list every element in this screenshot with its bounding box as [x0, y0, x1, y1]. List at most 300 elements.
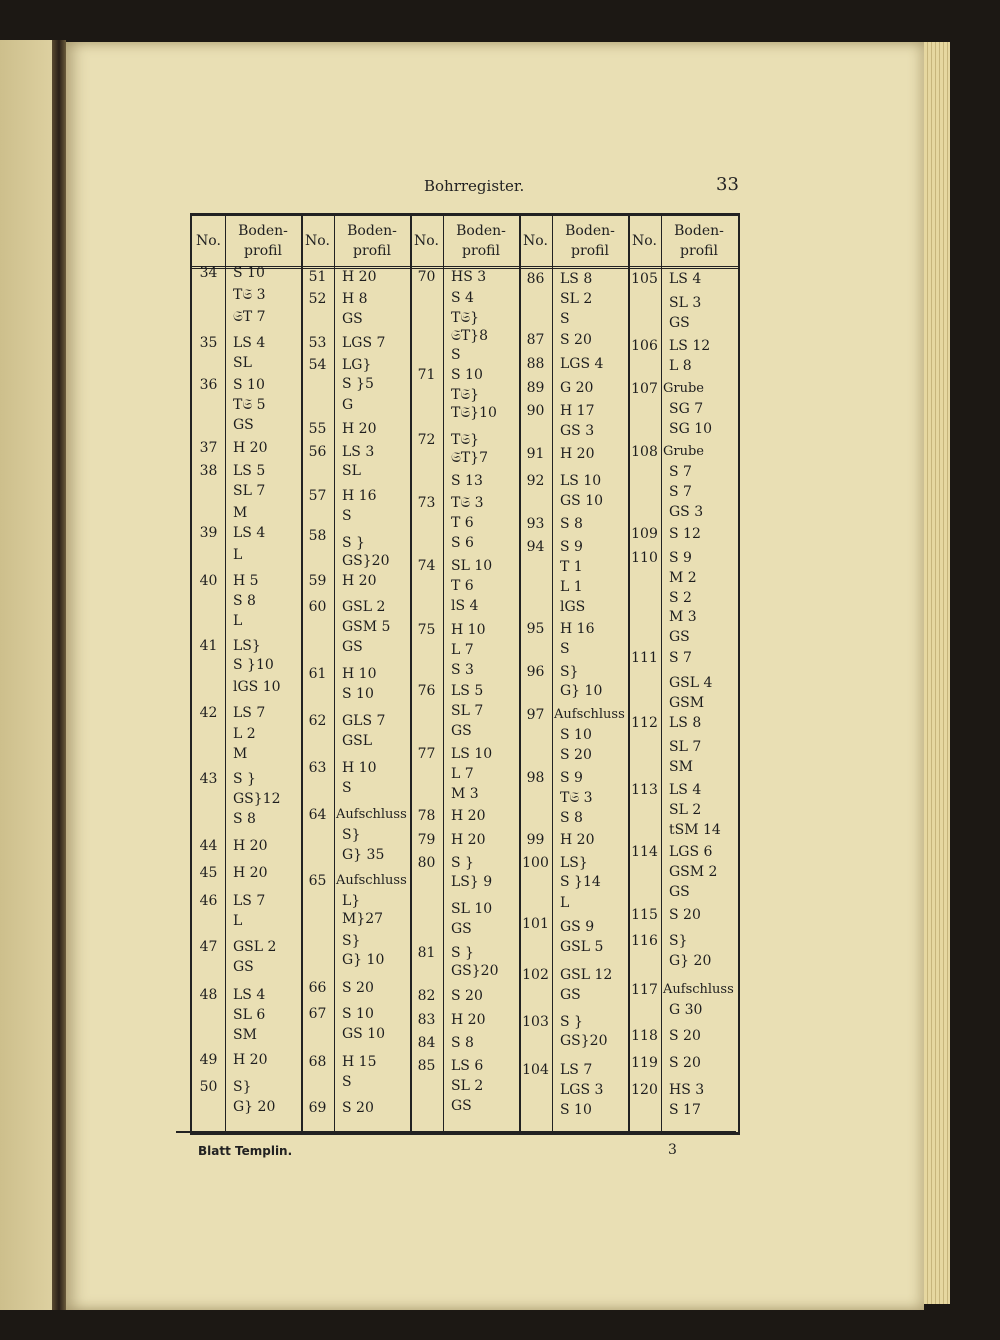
soil-profile-entry: LGS 3 [560, 1082, 604, 1098]
bore-number: 62 [308, 713, 327, 729]
soil-profile-entry: S 8 [560, 516, 583, 532]
bore-number: 61 [308, 666, 327, 682]
soil-profile-entry: G 20 [560, 380, 594, 396]
soil-profile-entry: 𝔖T 7 [233, 309, 266, 325]
header-no: No. [523, 233, 548, 249]
soil-profile-entry: T𝔖} [451, 387, 480, 403]
header-soil-profile: Boden- profil [347, 223, 397, 259]
soil-profile-entry: L 8 [669, 358, 692, 374]
bore-number: 63 [308, 760, 327, 776]
soil-profile-entry: S }14 [560, 874, 601, 890]
soil-profile-entry: GS}12 [233, 791, 281, 807]
bore-number: 66 [308, 980, 327, 996]
soil-profile-entry: SL 10 [451, 901, 493, 917]
soil-profile-entry: SL [342, 463, 361, 479]
soil-profile-entry: H 20 [233, 440, 268, 456]
bore-number: 101 [522, 916, 549, 932]
soil-profile-entry: S 8 [233, 593, 256, 609]
bore-number: 103 [522, 1014, 549, 1030]
soil-profile-entry: M [233, 746, 248, 762]
soil-profile-entry: S [342, 780, 352, 796]
soil-profile-entry: S 2 [669, 590, 692, 606]
left-page-edge [0, 40, 52, 1310]
soil-profile-entry: LS 5 [233, 463, 266, 479]
bore-number: 93 [526, 516, 545, 532]
bore-number: 110 [631, 550, 658, 566]
soil-profile-entry: S } [560, 1014, 583, 1030]
soil-profile-entry: lS 4 [451, 598, 479, 614]
bore-number: 92 [526, 473, 545, 489]
header-no: No. [632, 233, 657, 249]
soil-profile-entry: H 20 [342, 269, 377, 285]
soil-profile-entry: T𝔖 3 [560, 790, 593, 806]
page-number: 33 [716, 174, 739, 195]
bore-number: 72 [417, 432, 436, 448]
soil-profile-entry: S [560, 311, 570, 327]
soil-profile-entry: S 10 [342, 686, 374, 702]
soil-profile-entry: L [560, 895, 570, 911]
soil-profile-entry: S } [233, 771, 256, 787]
soil-profile-entry: LS 6 [451, 1058, 484, 1074]
header-soil-profile: Boden- profil [674, 223, 724, 259]
bore-number: 49 [199, 1052, 218, 1068]
soil-profile-entry: L 7 [451, 642, 474, 658]
bore-number: 109 [631, 526, 658, 542]
bore-number: 70 [417, 269, 436, 285]
bore-number: 52 [308, 291, 327, 307]
bore-number: 98 [526, 770, 545, 786]
footer-signature: 3 [668, 1142, 677, 1158]
soil-profile-entry: GS 10 [560, 493, 604, 509]
soil-profile-entry: S} [233, 1079, 252, 1095]
bore-number: 51 [308, 269, 327, 285]
bore-number: 84 [417, 1035, 436, 1051]
soil-profile-entry: S 3 [451, 662, 474, 678]
soil-profile-entry: H 20 [451, 1012, 486, 1028]
soil-profile-entry: LGS 4 [560, 356, 604, 372]
bore-number: 67 [308, 1006, 327, 1022]
soil-profile-entry: GS [342, 639, 363, 655]
soil-profile-entry: S } [342, 535, 365, 551]
soil-profile-entry: GLS 7 [342, 713, 386, 729]
soil-profile-entry: T𝔖}10 [451, 405, 497, 421]
column-divider [225, 216, 226, 1132]
bore-number: 42 [199, 705, 218, 721]
soil-profile-entry: GS [560, 987, 581, 1003]
soil-profile-entry: G 30 [669, 1002, 703, 1018]
soil-profile-entry: S 20 [560, 332, 592, 348]
bore-number: 107 [631, 381, 658, 397]
soil-profile-entry: H 16 [560, 621, 595, 637]
soil-profile-entry: GS 9 [560, 919, 595, 935]
bore-number: 104 [522, 1062, 549, 1078]
soil-profile-entry: LS 4 [233, 525, 266, 541]
soil-profile-entry: SG 10 [669, 421, 713, 437]
soil-profile-entry: SL 10 [451, 558, 493, 574]
soil-profile-entry: T 6 [451, 515, 474, 531]
column-divider [334, 216, 335, 1132]
soil-profile-entry: G} 10 [342, 952, 385, 968]
soil-profile-entry: H 5 [233, 573, 259, 589]
column-divider [552, 216, 553, 1132]
bore-number: 102 [522, 967, 549, 983]
soil-profile-entry: S }5 [342, 376, 374, 392]
soil-profile-entry: S 8 [233, 811, 256, 827]
soil-profile-entry: LS 3 [342, 444, 375, 460]
soil-profile-entry: M 2 [669, 570, 697, 586]
soil-profile-entry: LG} [342, 357, 372, 373]
soil-profile-entry: LGS 6 [669, 844, 713, 860]
bore-number: 77 [417, 746, 436, 762]
bore-number: 53 [308, 335, 327, 351]
soil-profile-entry: LS 10 [560, 473, 602, 489]
bore-number: 86 [526, 271, 545, 287]
soil-profile-entry: SL 7 [233, 483, 266, 499]
soil-profile-entry: T𝔖 3 [451, 495, 484, 511]
soil-profile-entry: H 20 [233, 1052, 268, 1068]
footer-sheet-name: Blatt Templin. [198, 1144, 293, 1158]
bore-number: 57 [308, 488, 327, 504]
soil-profile-entry: GS [451, 1098, 472, 1114]
soil-profile-entry: S } [451, 945, 474, 961]
soil-profile-entry: GS}20 [560, 1033, 608, 1049]
bore-number: 120 [631, 1082, 658, 1098]
bore-number: 91 [526, 446, 545, 462]
bore-number: 60 [308, 599, 327, 615]
soil-profile-entry: GS [233, 959, 254, 975]
bore-number: 85 [417, 1058, 436, 1074]
page-edges [924, 42, 950, 1304]
soil-profile-entry: Aufschluss [336, 807, 407, 822]
soil-profile-entry: GSM 5 [342, 619, 391, 635]
soil-profile-entry: GS [451, 723, 472, 739]
soil-profile-entry: S 20 [342, 980, 374, 996]
soil-profile-entry: GSL 2 [342, 599, 386, 615]
soil-profile-entry: H 20 [233, 838, 268, 854]
soil-profile-entry: S 17 [669, 1102, 701, 1118]
bore-number: 35 [199, 335, 218, 351]
soil-profile-entry: H 15 [342, 1054, 377, 1070]
bore-number: 74 [417, 558, 436, 574]
bore-number: 82 [417, 988, 436, 1004]
soil-profile-entry: GSL [342, 733, 373, 749]
soil-profile-entry: Aufschluss [663, 982, 734, 997]
soil-profile-entry: S }10 [233, 657, 274, 673]
soil-profile-entry: GS [342, 311, 363, 327]
bore-number: 87 [526, 332, 545, 348]
bore-number: 90 [526, 403, 545, 419]
bore-register-table [190, 213, 740, 1135]
column-divider [443, 216, 444, 1132]
soil-profile-entry: S 20 [560, 747, 592, 763]
soil-profile-entry: LGS 7 [342, 335, 386, 351]
footer-rule [176, 1131, 736, 1133]
soil-profile-entry: LS 8 [560, 271, 593, 287]
soil-profile-entry: S 10 [451, 367, 483, 383]
soil-profile-entry: S 12 [669, 526, 701, 542]
soil-profile-entry: G} 20 [233, 1099, 276, 1115]
soil-profile-entry: L [233, 547, 243, 563]
soil-profile-entry: L 7 [451, 766, 474, 782]
bore-number: 71 [417, 367, 436, 383]
soil-profile-entry: GS [233, 417, 254, 433]
bore-number: 115 [631, 907, 658, 923]
soil-profile-entry: LS 4 [233, 987, 266, 1003]
soil-profile-entry: S 20 [451, 988, 483, 1004]
soil-profile-entry: GS}20 [342, 553, 390, 569]
soil-profile-entry: GS}20 [451, 963, 499, 979]
soil-profile-entry: LS 10 [451, 746, 493, 762]
soil-profile-entry: LS 7 [233, 705, 266, 721]
bore-number: 75 [417, 622, 436, 638]
bore-number: 44 [199, 838, 218, 854]
soil-profile-entry: S 8 [560, 810, 583, 826]
bore-number: 38 [199, 463, 218, 479]
bore-number: 106 [631, 338, 658, 354]
soil-profile-entry: Grube [663, 444, 704, 459]
soil-profile-entry: GSM [669, 695, 705, 711]
soil-profile-entry: SL 2 [669, 802, 702, 818]
soil-profile-entry: T𝔖} [451, 432, 480, 448]
soil-profile-entry: H 20 [560, 832, 595, 848]
header-soil-profile: Boden- profil [456, 223, 506, 259]
soil-profile-entry: SL 3 [669, 295, 702, 311]
bore-number: 43 [199, 771, 218, 787]
soil-profile-entry: GS 3 [669, 504, 704, 520]
soil-profile-entry: Aufschluss [554, 707, 625, 722]
soil-profile-entry: G [342, 397, 354, 413]
soil-profile-entry: SM [233, 1027, 257, 1043]
soil-profile-entry: LS 12 [669, 338, 711, 354]
soil-profile-entry: SL 7 [669, 739, 702, 755]
soil-profile-entry: GS [669, 884, 690, 900]
soil-profile-entry: M [233, 505, 248, 521]
soil-profile-entry: S 7 [669, 464, 692, 480]
bore-number: 96 [526, 664, 545, 680]
header-no: No. [196, 233, 221, 249]
soil-profile-entry: 𝔖T}8 [451, 328, 488, 344]
bore-number: 59 [308, 573, 327, 589]
bore-number: 99 [526, 832, 545, 848]
soil-profile-entry: T𝔖 3 [233, 287, 266, 303]
soil-profile-entry: LS 4 [233, 335, 266, 351]
soil-profile-entry: S 13 [451, 473, 483, 489]
soil-profile-entry: LS} [560, 855, 588, 871]
soil-profile-entry: S [451, 347, 461, 363]
soil-profile-entry: S 20 [342, 1100, 374, 1116]
bore-number: 117 [631, 982, 658, 998]
soil-profile-entry: GSL 12 [560, 967, 613, 983]
soil-profile-entry: L [233, 613, 243, 629]
soil-profile-entry: H 20 [342, 573, 377, 589]
soil-profile-entry: M 3 [451, 786, 479, 802]
soil-profile-entry: T𝔖} [451, 310, 480, 326]
bore-number: 73 [417, 495, 436, 511]
soil-profile-entry: L 1 [560, 579, 583, 595]
soil-profile-entry: GS 3 [560, 423, 595, 439]
bore-number: 95 [526, 621, 545, 637]
soil-profile-entry: LS 7 [560, 1062, 593, 1078]
bore-number: 46 [199, 893, 218, 909]
soil-profile-entry: S [342, 1074, 352, 1090]
soil-profile-entry: T𝔖 5 [233, 397, 266, 413]
header-soil-profile: Boden- profil [565, 223, 615, 259]
bore-number: 76 [417, 683, 436, 699]
bore-number: 45 [199, 865, 218, 881]
soil-profile-entry: M}27 [342, 911, 384, 927]
bore-number: 116 [631, 933, 658, 949]
bore-number: 88 [526, 356, 545, 372]
soil-profile-entry: G} 20 [669, 953, 712, 969]
bore-number: 39 [199, 525, 218, 541]
soil-profile-entry: S 10 [233, 377, 265, 393]
bore-number: 36 [199, 377, 218, 393]
soil-profile-entry: S} [669, 933, 688, 949]
soil-profile-entry: H 8 [342, 291, 368, 307]
soil-profile-entry: H 17 [560, 403, 595, 419]
soil-profile-entry: Grube [663, 381, 704, 396]
soil-profile-entry: S 10 [342, 1006, 374, 1022]
soil-profile-entry: L [233, 913, 243, 929]
soil-profile-entry: GS [669, 315, 690, 331]
bore-number: 97 [526, 707, 545, 723]
soil-profile-entry: H 16 [342, 488, 377, 504]
bore-number: 37 [199, 440, 218, 456]
soil-profile-entry: GSM 2 [669, 864, 718, 880]
book-gutter [52, 40, 66, 1310]
soil-profile-entry: SM [669, 759, 693, 775]
bore-number: 105 [631, 271, 658, 287]
soil-profile-entry: SL 2 [560, 291, 593, 307]
bore-number: 100 [522, 855, 549, 871]
bore-number: 118 [631, 1028, 658, 1044]
soil-profile-entry: S 4 [451, 290, 474, 306]
soil-profile-entry: LS 4 [669, 782, 702, 798]
soil-profile-entry: G} 35 [342, 847, 385, 863]
soil-profile-entry: S 10 [560, 727, 592, 743]
soil-profile-entry: GSL 2 [233, 939, 277, 955]
soil-profile-entry: tSM 14 [669, 822, 721, 838]
running-title: Bohrregister. [424, 177, 525, 195]
header-no: No. [414, 233, 439, 249]
soil-profile-entry: lGS 10 [233, 679, 281, 695]
bore-number: 64 [308, 807, 327, 823]
bore-number: 47 [199, 939, 218, 955]
soil-profile-entry: HS 3 [669, 1082, 705, 1098]
soil-profile-entry: H 20 [451, 808, 486, 824]
bore-number: 58 [308, 528, 327, 544]
bore-number: 34 [199, 265, 218, 281]
soil-profile-entry: H 10 [342, 666, 377, 682]
bore-number: 81 [417, 945, 436, 961]
soil-profile-entry: S 20 [669, 907, 701, 923]
bore-number: 111 [631, 650, 658, 666]
soil-profile-entry: S 20 [669, 1028, 701, 1044]
bore-number: 80 [417, 855, 436, 871]
soil-profile-entry: S 6 [451, 535, 474, 551]
bore-number: 108 [631, 444, 658, 460]
soil-profile-entry: HS 3 [451, 269, 487, 285]
bore-number: 119 [631, 1055, 658, 1071]
soil-profile-entry: lGS [560, 599, 586, 615]
soil-profile-entry: G} 10 [560, 683, 603, 699]
bore-number: 48 [199, 987, 218, 1003]
soil-profile-entry: SG 7 [669, 401, 704, 417]
soil-profile-entry: S 9 [560, 539, 583, 555]
soil-profile-entry: M 3 [669, 609, 697, 625]
soil-profile-entry: S 20 [669, 1055, 701, 1071]
soil-profile-entry: H 20 [560, 446, 595, 462]
soil-profile-entry: S 10 [560, 1102, 592, 1118]
soil-profile-entry: S 9 [560, 770, 583, 786]
bore-number: 94 [526, 539, 545, 555]
soil-profile-entry: LS} 9 [451, 874, 493, 890]
soil-profile-entry: L} [342, 893, 361, 909]
bore-number: 50 [199, 1079, 218, 1095]
bore-number: 112 [631, 715, 658, 731]
soil-profile-entry: S 8 [451, 1035, 474, 1051]
soil-profile-entry: SL 2 [451, 1078, 484, 1094]
bore-number: 114 [631, 844, 658, 860]
soil-profile-entry: H 20 [233, 865, 268, 881]
soil-profile-entry: SL [233, 355, 252, 371]
bore-number: 65 [308, 873, 327, 889]
bore-number: 113 [631, 782, 658, 798]
header-soil-profile: Boden- profil [238, 223, 288, 259]
soil-profile-entry: S 7 [669, 650, 692, 666]
soil-profile-entry: LS 8 [669, 715, 702, 731]
header-no: No. [305, 233, 330, 249]
soil-profile-entry: GS [451, 921, 472, 937]
column-divider [661, 216, 662, 1132]
bore-number: 55 [308, 421, 327, 437]
bore-number: 56 [308, 444, 327, 460]
bore-number: 41 [199, 638, 218, 654]
soil-profile-entry: GS [669, 629, 690, 645]
soil-profile-entry: H 20 [451, 832, 486, 848]
soil-profile-entry: LS 7 [233, 893, 266, 909]
soil-profile-entry: GSL 4 [669, 675, 713, 691]
soil-profile-entry: S} [342, 933, 361, 949]
soil-profile-entry: LS} [233, 638, 261, 654]
soil-profile-entry: S [560, 641, 570, 657]
bore-number: 54 [308, 357, 327, 373]
soil-profile-entry: GS 10 [342, 1026, 386, 1042]
soil-profile-entry: LS 5 [451, 683, 484, 699]
soil-profile-entry: LS 4 [669, 271, 702, 287]
soil-profile-entry: L 2 [233, 726, 256, 742]
soil-profile-entry: S 9 [669, 550, 692, 566]
soil-profile-entry: S} [560, 664, 579, 680]
soil-profile-entry: 𝔖T}7 [451, 450, 488, 466]
soil-profile-entry: GSL 5 [560, 939, 604, 955]
soil-profile-entry: T 1 [560, 559, 583, 575]
soil-profile-entry: SL 6 [233, 1007, 266, 1023]
soil-profile-entry: H 10 [342, 760, 377, 776]
bore-number: 40 [199, 573, 218, 589]
soil-profile-entry: S} [342, 827, 361, 843]
soil-profile-entry: T 6 [451, 578, 474, 594]
soil-profile-entry: Aufschluss [336, 873, 407, 888]
bore-number: 89 [526, 380, 545, 396]
soil-profile-entry: S [342, 508, 352, 524]
soil-profile-entry: H 10 [451, 622, 486, 638]
soil-profile-entry: S 7 [669, 484, 692, 500]
bore-number: 68 [308, 1054, 327, 1070]
bore-number: 69 [308, 1100, 327, 1116]
soil-profile-entry: S 10 [233, 265, 265, 281]
bore-number: 79 [417, 832, 436, 848]
